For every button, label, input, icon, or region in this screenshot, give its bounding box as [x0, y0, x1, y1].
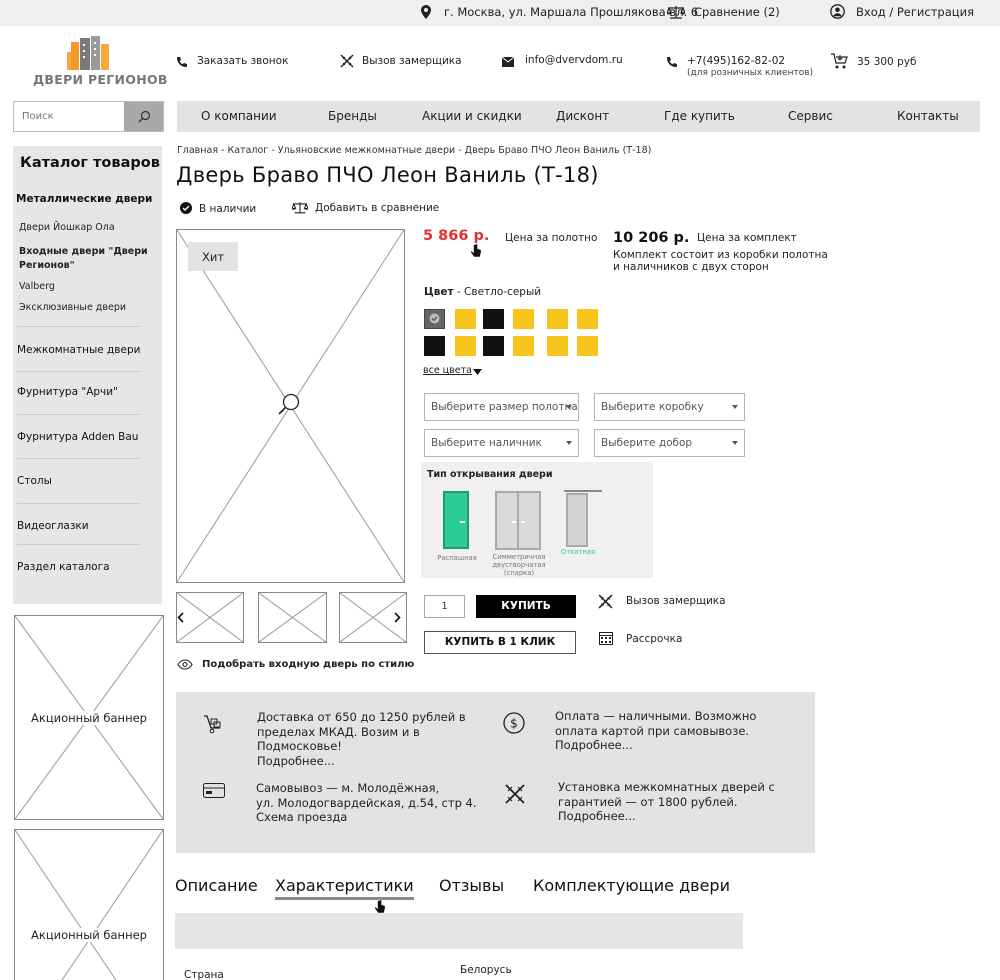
installation-line: гарантией — от 1800 рублей. — [558, 794, 738, 809]
color-swatch[interactable] — [547, 309, 568, 329]
tab-reviews[interactable]: Отзывы — [439, 876, 505, 895]
extension-select[interactable] — [594, 429, 745, 457]
spec-label: Страна — [184, 969, 224, 980]
catalog-title: Каталог товаров — [20, 155, 160, 171]
opening-option-double[interactable] — [495, 491, 541, 550]
scales-icon[interactable] — [667, 5, 685, 19]
pickup-line: ул. Молодогвардейская, д.54, стр 4. — [256, 795, 477, 810]
chevron-down-icon — [732, 405, 738, 409]
logo-buildings-icon — [33, 34, 147, 72]
price-leaf: 5 866 р. — [423, 228, 490, 244]
frame-select-value: Выберите коробку — [601, 401, 704, 413]
sliding-rail-icon — [564, 490, 602, 492]
search-icon — [138, 110, 151, 123]
opening-option-double-label: Симметричная двустворчатая (спарка) — [492, 553, 546, 577]
pickup-map-link[interactable]: Схема проезда — [256, 810, 348, 824]
sidebar-item-yoshkar-ola[interactable]: Двери Йошкар Ола — [19, 222, 115, 233]
pickup-info[interactable] — [256, 781, 477, 825]
callback-link[interactable]: Заказать звонок — [197, 55, 289, 67]
tab-description[interactable]: Описание — [175, 876, 258, 895]
check-circle-icon — [429, 313, 440, 324]
opening-option-swing-label: Распашная — [437, 554, 477, 562]
phone-number[interactable]: +7(495)162-82-02 — [687, 55, 786, 67]
nav-item-discount[interactable]: Дисконт — [556, 109, 610, 123]
compare-link[interactable]: Сравнение (2) — [694, 5, 780, 19]
delivery-info-panel — [176, 692, 815, 853]
placeholder-cross-icon — [15, 830, 163, 980]
price-set: 10 206 р. — [613, 230, 690, 246]
email-link[interactable]: info@dvervdom.ru — [525, 54, 623, 66]
color-swatch[interactable] — [483, 336, 504, 356]
color-swatch[interactable] — [577, 309, 598, 329]
nav-item-about[interactable]: О компании — [201, 109, 277, 123]
placeholder-cross-icon — [259, 593, 326, 642]
add-to-compare-link[interactable]: Добавить в сравнение — [315, 202, 440, 214]
product-image[interactable] — [176, 229, 405, 583]
all-colors-link[interactable]: все цвета — [423, 365, 472, 376]
nav-item-sales[interactable]: Акции и скидки — [422, 109, 522, 123]
cart-total[interactable]: 35 300 руб — [857, 56, 917, 68]
opening-option-swing[interactable] — [443, 491, 469, 549]
frame-select[interactable] — [594, 393, 745, 421]
color-swatch-light-grey-selected[interactable] — [424, 309, 445, 329]
sidebar-item-exclusive[interactable]: Эксклюзивные двери — [19, 302, 127, 313]
promo-banner[interactable] — [14, 829, 164, 980]
tab-panel-header — [175, 913, 743, 949]
color-swatch[interactable] — [547, 336, 568, 356]
payment-more-link[interactable]: Подробнее... — [555, 738, 633, 752]
color-swatch[interactable] — [513, 309, 534, 329]
tools-icon — [504, 783, 526, 805]
nav-item-where-to-buy[interactable]: Где купить — [664, 109, 735, 123]
sidebar-divider — [17, 371, 141, 372]
sidebar-item-tables[interactable]: Столы — [17, 475, 52, 487]
extension-select-value: Выберите добор — [601, 437, 693, 449]
hand-cursor-icon — [470, 243, 482, 259]
logo[interactable] — [33, 34, 168, 90]
phone-note: (для розничных клиентов) — [687, 68, 814, 78]
login-link[interactable]: Вход / Регистрация — [856, 5, 974, 19]
envelope-icon[interactable] — [502, 57, 514, 67]
phone-callback-icon[interactable] — [176, 56, 188, 68]
sidebar-item-catalog-section[interactable]: Раздел каталога — [17, 561, 110, 573]
installment-link[interactable]: Рассрочка — [626, 633, 683, 645]
sidebar-item-archie[interactable]: Фурнитура "Арчи" — [17, 386, 118, 398]
caret-down-icon[interactable] — [473, 369, 482, 375]
delivery-info[interactable] — [257, 710, 466, 768]
casing-select-value: Выберите наличник — [431, 437, 542, 449]
measurer-link[interactable]: Вызов замерщика — [362, 55, 462, 67]
promo-banner[interactable] — [14, 615, 164, 820]
chevron-down-icon — [732, 441, 738, 445]
payment-line: оплата картой при самовывозе. — [555, 723, 750, 738]
breadcrumb[interactable]: Главная - Каталог - Ульяновские межкомнатные двери - Дверь Браво ПЧО Леон Ваниль (Т-18) — [177, 145, 652, 156]
chevron-right-icon[interactable] — [394, 612, 401, 623]
price-leaf-label: Цена за полотно — [505, 232, 598, 244]
delivery-line: Подмосковье! — [257, 739, 342, 753]
thumbnail[interactable] — [176, 592, 244, 643]
sidebar-item-regions-doors[interactable]: Входные двери "Двери Регионов" — [19, 246, 148, 271]
opening-type-panel — [421, 462, 653, 578]
set-note-line1: Комплект состоит из коробки полотна — [613, 249, 828, 261]
active-tab-indicator — [275, 897, 414, 900]
buy-button[interactable]: КУПИТЬ — [476, 595, 576, 618]
phone-icon[interactable] — [666, 56, 678, 68]
sidebar-divider — [17, 544, 141, 545]
chevron-down-icon — [566, 441, 572, 445]
measurer-request-link[interactable]: Вызов замерщика — [626, 595, 726, 607]
user-icon[interactable] — [830, 4, 845, 19]
location-pin-icon — [421, 5, 431, 19]
thumbnail[interactable] — [258, 592, 327, 643]
measure-tools-icon[interactable] — [598, 594, 613, 609]
installation-line: Установка межкомнатных дверей с — [558, 780, 775, 794]
door-handle-icon — [521, 521, 525, 523]
check-circle-icon — [180, 202, 192, 214]
tab-components[interactable]: Комплектующие двери — [533, 876, 730, 895]
delivery-more-link[interactable]: Подробнее... — [257, 753, 335, 768]
delivery-line: Доставка от 650 до 1250 рублей в — [257, 710, 466, 724]
nav-item-contacts[interactable]: Контакты — [897, 109, 959, 123]
sidebar-divider — [17, 326, 141, 327]
catalog-sidebar — [13, 146, 162, 604]
svg-text:$: $ — [510, 716, 518, 731]
scales-icon[interactable] — [292, 201, 308, 214]
sidebar-divider — [17, 458, 141, 459]
quantity-input[interactable]: 1 — [424, 595, 465, 618]
eye-icon[interactable] — [177, 659, 193, 670]
payment-info[interactable] — [555, 709, 756, 753]
buy-one-click-button[interactable]: КУПИТЬ В 1 КЛИК — [424, 631, 576, 654]
color-label-text: Цвет — [424, 286, 454, 298]
nav-item-brands[interactable]: Бренды — [328, 109, 377, 123]
color-label — [424, 286, 541, 298]
payment-line: Оплата — наличными. Возможно — [555, 709, 757, 723]
color-swatch[interactable] — [577, 336, 598, 356]
in-stock-status: В наличии — [199, 203, 257, 215]
promo-banner-label: Акционный баннер — [15, 711, 163, 725]
measure-tools-icon[interactable] — [340, 54, 354, 68]
top-bar — [0, 0, 1000, 26]
color-swatch[interactable] — [513, 336, 534, 356]
nav-item-service[interactable]: Сервис — [788, 109, 833, 123]
color-swatch[interactable] — [455, 336, 476, 356]
sidebar-divider — [17, 414, 141, 415]
search-box — [13, 101, 164, 132]
hit-badge-label: Хит — [202, 250, 225, 264]
price-set-label: Цена за комплект — [697, 232, 797, 244]
color-value: - Светло-серый — [453, 286, 542, 298]
spec-value: Белорусь — [460, 964, 512, 976]
match-style-link[interactable]: Подобрать входную дверь по стилю — [202, 659, 415, 670]
delivery-cart-icon — [203, 714, 223, 734]
page-title: Дверь Браво ПЧО Леон Ваниль (Т-18) — [176, 163, 599, 187]
chevron-left-icon[interactable] — [177, 612, 184, 623]
sidebar-item-adden-bau[interactable]: Фурнитура Adden Bau — [17, 431, 139, 443]
size-select[interactable] — [424, 393, 579, 421]
opening-type-title: Тип открывания двери — [427, 469, 553, 480]
promo-banner-label: Акционный баннер — [15, 928, 163, 942]
main-nav — [177, 101, 980, 132]
door-handle-icon — [512, 521, 516, 523]
tab-characteristics[interactable]: Характеристики — [275, 876, 414, 895]
color-swatch[interactable] — [455, 309, 476, 329]
sidebar-divider — [17, 503, 141, 504]
color-swatch[interactable] — [424, 336, 445, 356]
chevron-down-icon — [566, 405, 572, 409]
search-button[interactable] — [124, 102, 163, 131]
door-leaf-divider — [517, 493, 519, 548]
dollar-coin-icon — [503, 712, 525, 734]
delivery-line: пределах МКАД. Возим и в — [257, 724, 420, 739]
cart-icon[interactable] — [830, 53, 848, 70]
door-handle-icon — [460, 521, 465, 523]
sidebar-section-metal-doors[interactable]: Металлические двери — [16, 193, 153, 205]
installation-more-link[interactable]: Подробнее... — [558, 809, 636, 823]
sidebar-item-valberg[interactable]: Valberg — [19, 281, 55, 292]
sidebar-item-interior-doors[interactable]: Межкомнатные двери — [17, 344, 141, 356]
installation-info[interactable] — [558, 780, 775, 824]
wallet-icon — [203, 783, 225, 798]
set-note-line2: и наличников с двух сторон — [613, 261, 769, 273]
logo-text: ДВЕРИ РЕГИОНОВ — [33, 72, 168, 87]
address-text: г. Москва, ул. Маршала Прошлякова вл. 6 — [444, 5, 699, 19]
opening-option-sliding[interactable] — [566, 493, 588, 547]
placeholder-cross-icon — [177, 593, 243, 642]
color-swatch[interactable] — [483, 309, 504, 329]
sidebar-item-peepholes[interactable]: Видеоглазки — [17, 520, 89, 532]
calendar-icon[interactable] — [599, 631, 613, 645]
search-input[interactable] — [14, 102, 124, 131]
opening-option-sliding-label: Откатная — [560, 548, 596, 556]
pickup-line: Самовывоз — м. Молодёжная, — [256, 781, 440, 795]
size-select-value: Выберите размер полотна — [431, 401, 578, 413]
casing-select[interactable] — [424, 429, 579, 457]
